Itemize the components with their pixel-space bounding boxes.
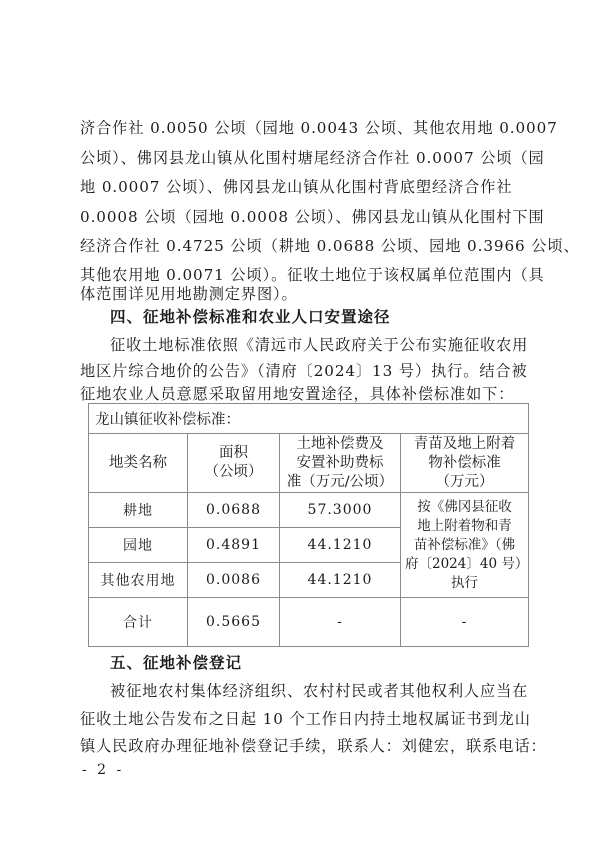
table-total-row — [89, 598, 529, 647]
table-header-row — [89, 434, 529, 493]
cell-land-type: 耕地 — [89, 493, 188, 528]
section-heading-5: 五、征地补偿登记 — [110, 654, 243, 672]
page-number: - 2 - — [82, 762, 125, 778]
body-text-line: 征地农业人员意愿采取留用地安置途径，具体补偿标准如下： — [80, 385, 515, 403]
cell-area: 0.0688 — [188, 493, 280, 528]
table-row — [89, 493, 529, 528]
cell-land-type: 其他农用地 — [89, 563, 188, 598]
header-land-type: 地类名称 — [89, 434, 188, 493]
body-text-line: 其他农用地 0.0071 公顷）。征收土地位于该权属单位范围内（具 — [80, 266, 545, 284]
cell-rate: 44.1210 — [280, 563, 401, 598]
body-text-line: 征收土地公告发布之日起 10 个工作日内持土地权属证书到龙山 — [80, 710, 531, 728]
cell-area: 0.4891 — [188, 528, 280, 563]
table-caption: 龙山镇征收补偿标准： — [89, 404, 529, 434]
header-area: 面积 （公顷） — [188, 434, 280, 493]
body-text-line: 0.0008 公顷（园地 0.0008 公顷）、佛冈县龙山镇从化围村下围 — [80, 208, 545, 226]
cell-total-area: 0.5665 — [188, 598, 280, 647]
body-text-line: 被征地农村集体经济组织、农村村民或者其他权利人应当在 — [110, 682, 529, 700]
cell-crops-note: 按《佛冈县征收 地上附着物和青 苗补偿标准》（佛 府〔2024〕40 号） 执行 — [401, 493, 529, 598]
cell-total-label: 合计 — [89, 598, 188, 647]
body-text-line: 镇人民政府办理征地补偿登记手续，联系人：刘健宏，联系电话： — [80, 737, 547, 755]
cell-land-type: 园地 — [89, 528, 188, 563]
header-crops-attachments: 青苗及地上附着 物补偿标准 （万元） — [401, 434, 529, 493]
body-text-line: 公顷）、佛冈县龙山镇从化围村塘尾经济合作社 0.0007 公顷（园 — [80, 149, 545, 167]
cell-area: 0.0086 — [188, 563, 280, 598]
cell-rate: 57.3000 — [280, 493, 401, 528]
section-heading-4: 四、征地补偿标准和农业人口安置途径 — [110, 308, 391, 326]
body-text-line: 征收土地标准依照《清远市人民政府关于公布实施征收农用 — [110, 336, 529, 354]
compensation-table — [88, 403, 529, 647]
body-text-line: 济合作社 0.0050 公顷（园地 0.0043 公顷、其他农用地 0.0007 — [80, 119, 558, 137]
header-compensation-rate: 土地补偿费及 安置补助费标 准（万元/公顷） — [280, 434, 401, 493]
body-text-line: 地区片综合地价的公告》（清府〔2024〕13 号）执行。结合被 — [80, 362, 528, 380]
cell-total-note: - — [401, 598, 529, 647]
body-text-line: 经济合作社 0.4725 公顷（耕地 0.0688 公顷、园地 0.3966 公顷、 — [80, 237, 580, 255]
cell-rate: 44.1210 — [280, 528, 401, 563]
body-text-line: 地 0.0007 公顷）、佛冈县龙山镇从化围村背底塱经济合作社 — [80, 178, 513, 196]
cell-total-rate: - — [280, 598, 401, 647]
body-text-line: 体范围详见用地勘测定界图）。 — [80, 285, 298, 303]
